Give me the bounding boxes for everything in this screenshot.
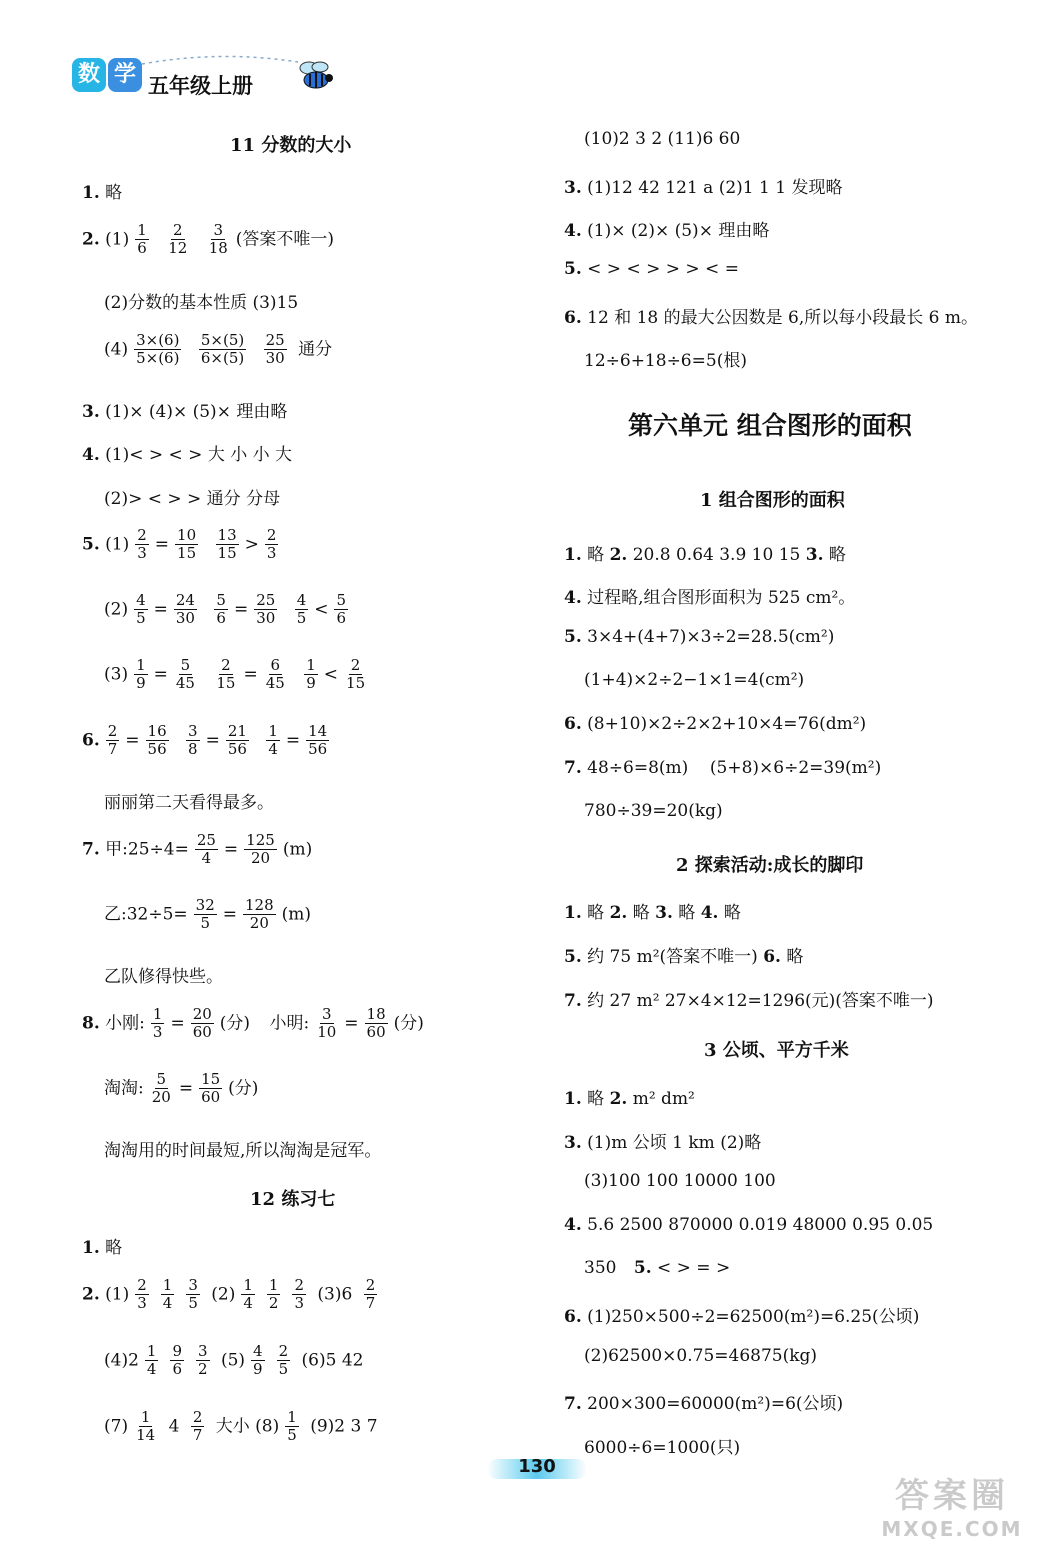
answer-8-2: 淘淘: $\frac{5}{20}$ = $\frac{15}{60}$ (分) [104, 1070, 259, 1107]
answer-text: 略 [828, 545, 846, 565]
answer-note: (答案不唯一) [235, 229, 335, 250]
logo-char-2: 学 [108, 58, 142, 92]
answer-1: 1. 略 [82, 183, 123, 203]
s1-answer-5b: (1+4)×2÷2−1×1=4(cm²) [584, 670, 805, 690]
s2-answers-1-4: 1. 略 2. 略 3. 略 4. 略 [564, 903, 741, 923]
s3-answer-6a: 6. (1)250×500÷2=62500(m²)=6.25(公顷) [564, 1307, 920, 1327]
answer-2-4: (4) $\frac{3\times(6)}{5\times(6)}$ $\frac{5\times(5)}{6\times(5)}$ $\frac{25}{30}$ 通分 [104, 331, 333, 368]
answer-text: (1)< > < > 大 小 小 大 [105, 445, 293, 465]
answer-text: 过程略,组合图形面积为 525 cm²。 [587, 588, 856, 608]
answer-text: 20.8 0.64 3.9 10 15 [632, 545, 801, 565]
answer-text: 略 [786, 947, 804, 967]
answer-2-2: (2)分数的基本性质 (3)15 [104, 293, 299, 313]
s1-answer-4: 4. 过程略,组合图形面积为 525 cm²。 [564, 588, 856, 608]
section-title-2: 2 探索活动:成长的脚印 [676, 855, 864, 876]
answer-text: 3×4+(4+7)×3÷2=28.5(cm²) [587, 627, 835, 647]
s1-answer-7a: 7. 48÷6=8(m) (5+8)×6÷2=39(m²) [564, 758, 882, 778]
answer-6-note: 丽丽第二天看得最多。 [104, 793, 274, 813]
practice-answer-6: 6. 12 和 18 的最大公因数是 6,所以每小段最长 6 m。 [564, 308, 978, 328]
practice-answer-2-10: (10)2 3 2 (11)6 60 [584, 129, 741, 149]
answer-text: 淘淘: [104, 1078, 144, 1099]
page-number-text: 130 [518, 1456, 556, 1477]
s3-answers-1-2: 1. 略 2. m² dm² [564, 1089, 695, 1109]
s3-answer-7b: 6000÷6=1000(只) [584, 1438, 741, 1458]
answer-text: 5.6 2500 870000 0.019 48000 0.95 0.05 [587, 1215, 934, 1235]
practice-answer-1: 1. 略 [82, 1238, 123, 1258]
s1-answers-1-3: 1. 略 2. 20.8 0.64 3.9 10 15 3. 略 [564, 545, 846, 565]
answer-text: 乙:32÷5= [104, 904, 188, 925]
answer-text: 略 [105, 183, 123, 203]
answer-8-note: 淘淘用的时间最短,所以淘淘是冠军。 [104, 1141, 382, 1161]
s3-answer-4b-5: 350 5. < > = > [584, 1258, 731, 1278]
answer-4-2: (2)> < > > 通分 分母 [104, 489, 281, 509]
dotted-decoration [140, 54, 300, 66]
section-title-12: 12 练习七 [250, 1189, 336, 1210]
answer-text: 略 [587, 1089, 605, 1109]
answer-text: 略 [105, 1238, 123, 1258]
answer-8-1: 8. 小刚: $\frac{1}{3}$ = $\frac{20}{60}$ (分) 小明: $\frac{3}{10}$ = $\frac{18}{60}$ (分) [82, 1005, 424, 1042]
answer-text: < > = > [657, 1258, 731, 1278]
answer-5-1: 5. (1) $\frac{2}{3}$ = $\frac{10}{15}$ $\frac{13}{15}$ > $\frac{2}{3}$ [82, 526, 277, 563]
answer-text: 略 [587, 545, 605, 565]
section-title-1: 1 组合图形的面积 [700, 490, 845, 511]
answer-text: (1)× (4)× (5)× 理由略 [105, 402, 288, 422]
unit-title: 第六单元 组合图形的面积 [628, 411, 912, 440]
answer-text: m² dm² [632, 1089, 695, 1109]
answer-text: (1)× (2)× (5)× 理由略 [587, 221, 770, 241]
bee-icon [296, 58, 336, 92]
answer-text: (1)m 公顷 1 km (2)略 [587, 1133, 762, 1153]
answer-text: (1)250×500÷2=62500(m²)=6.25(公顷) [587, 1307, 920, 1327]
practice-answer-4: 4. (1)× (2)× (5)× 理由略 [564, 221, 770, 241]
watermark-url: MXQE.COM [881, 1517, 1023, 1541]
answer-text: 约 27 m² 27×4×12=1296(元)(答案不唯一) [587, 991, 934, 1011]
answer-text: (8+10)×2÷2×2+10×4=76(dm²) [587, 714, 867, 734]
s3-answer-6b: (2)62500×0.75=46875(kg) [584, 1346, 818, 1366]
s1-answer-6: 6. (8+10)×2÷2×2+10×4=76(dm²) [564, 714, 867, 734]
s2-answers-5-6: 5. 约 75 m²(答案不唯一) 6. 略 [564, 947, 804, 967]
watermark [872, 1468, 1032, 1541]
section-title-11: 11 分数的大小 [230, 135, 352, 156]
answer-text: 略 [632, 903, 650, 923]
answer-2-1: 2. (1) $\frac{1}{6}$ $\frac{2}{12}$ $\frac{3}{18}$ (答案不唯一) [82, 221, 335, 258]
answer-text: 略 [678, 903, 696, 923]
watermark-title: 答案圈 [895, 1476, 1009, 1516]
answer-text: 约 75 m²(答案不唯一) [587, 947, 758, 967]
section-title-3: 3 公顷、平方千米 [704, 1040, 849, 1061]
answer-text: 200×300=60000(m²)=6(公顷) [587, 1394, 844, 1414]
answer-7-yi: 乙:32÷5= $\frac{32}{5}$ = $\frac{128}{20}$ (m) [104, 896, 312, 933]
s3-answer-7a: 7. 200×300=60000(m²)=6(公顷) [564, 1394, 844, 1414]
answer-4-1: 4. (1)< > < > 大 小 小 大 [82, 445, 293, 465]
s2-answer-7: 7. 约 27 m² 27×4×12=1296(元)(答案不唯一) [564, 991, 934, 1011]
practice-answer-2-1: 2. (1) $\frac{2}{3}$ $\frac{1}{4}$ $\frac{3}{5}$ (2) $\frac{1}{4}$ $\frac{1}{2}$ $\frac{2}{3}$ (3)6 $\frac{2}{7}$ [82, 1276, 376, 1313]
answer-text: 小明: [269, 1013, 310, 1034]
answer-text: 略 [587, 903, 605, 923]
s3-answer-3b: (3)100 100 10000 100 [584, 1171, 776, 1191]
answer-text: 350 [584, 1258, 617, 1278]
page-number [487, 1456, 587, 1482]
s1-answer-5a: 5. 3×4+(4+7)×3÷2=28.5(cm²) [564, 627, 835, 647]
practice-answer-2-4: (4)2 $\frac{1}{4}$ $\frac{9}{6}$ $\frac{3}{2}$ (5) $\frac{4}{9}$ $\frac{2}{5}$ (6)5 42 [104, 1342, 364, 1379]
answer-text: 略 [723, 903, 741, 923]
answer-text: 甲:25÷4= [105, 839, 189, 860]
answer-3: 3. (1)× (4)× (5)× 理由略 [82, 402, 288, 422]
answer-6: 6. $\frac{2}{7}$ = $\frac{16}{56}$ $\frac{3}{8}$ = $\frac{21}{56}$ $\frac{1}{4}$ = $\frac{14}{56}$ [82, 722, 328, 759]
answer-7-jia: 7. 甲:25÷4= $\frac{25}{4}$ = $\frac{125}{20}$ (m) [82, 831, 313, 868]
practice-answer-6b: 12÷6+18÷6=5(根) [584, 351, 747, 371]
answer-text: 12 和 18 的最大公因数是 6,所以每小段最长 6 m。 [587, 308, 978, 328]
answer-text: < > < > > > < = [587, 259, 739, 279]
answer-text: 48÷6=8(m) (5+8)×6÷2=39(m²) [587, 758, 882, 778]
subject-logo [72, 58, 144, 92]
s3-answer-3a: 3. (1)m 公顷 1 km (2)略 [564, 1133, 762, 1153]
answer-text: 小刚: [105, 1013, 145, 1034]
practice-answer-3: 3. (1)12 42 121 a (2)1 1 1 发现略 [564, 178, 843, 198]
answer-7-note: 乙队修得快些。 [104, 967, 223, 987]
answer-text: (1)12 42 121 a (2)1 1 1 发现略 [587, 178, 843, 198]
answer-5-3: (3) $\frac{1}{9}$ = $\frac{5}{45}$ $\frac{2}{15}$ = $\frac{6}{45}$ $\frac{1}{9}$ < $\frac{2}{15}$ [104, 656, 366, 693]
logo-char-1: 数 [72, 58, 106, 92]
answer-5-2: (2) $\frac{4}{5}$ = $\frac{24}{30}$ $\frac{5}{6}$ = $\frac{25}{30}$ $\frac{4}{5}$ < $\frac{5}{6}$ [104, 591, 347, 628]
practice-answer-5: 5. < > < > > > < = [564, 259, 739, 279]
answer-note: 通分 [298, 339, 333, 360]
practice-answer-2-7: (7) $\frac{1}{14}$ 4 $\frac{2}{7}$ 大小 (8) $\frac{1}{5}$ (9)2 3 7 [104, 1408, 378, 1445]
grade-label: 五年级上册 [148, 74, 253, 98]
s1-answer-7b: 780÷39=20(kg) [584, 801, 723, 821]
s3-answer-4a: 4. 5.6 2500 870000 0.019 48000 0.95 0.05 [564, 1215, 934, 1235]
